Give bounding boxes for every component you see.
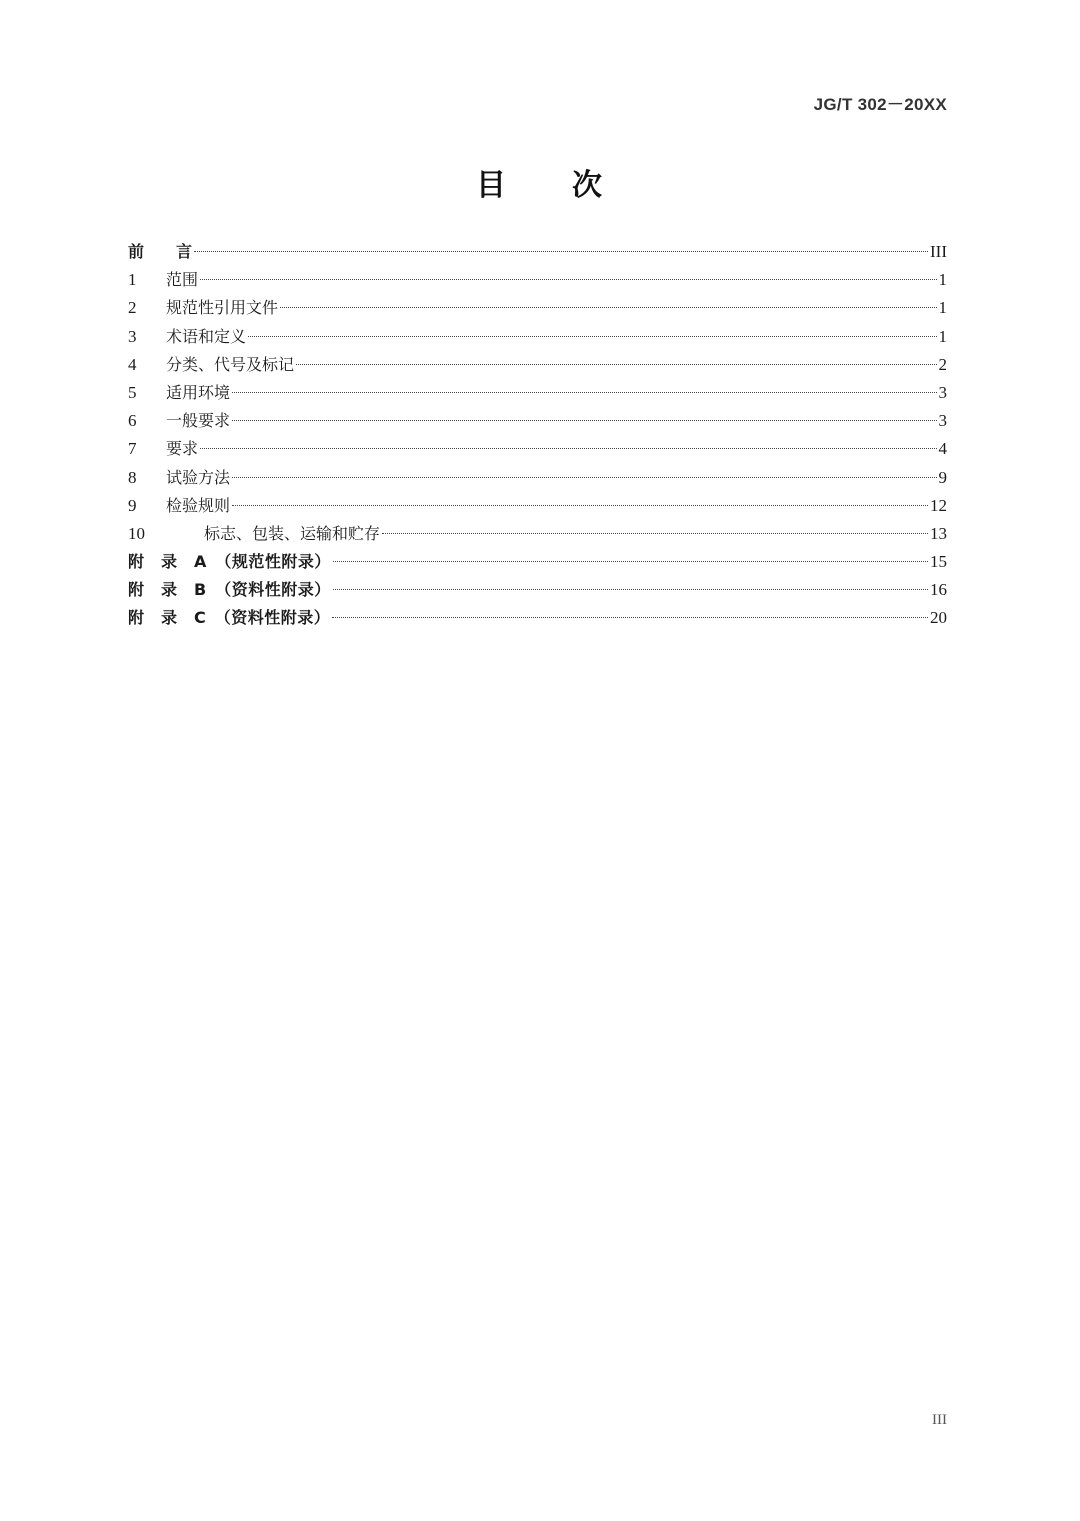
dot-leader: [200, 279, 936, 280]
toc-entry-label: 前 言: [128, 242, 193, 261]
dot-leader: [232, 505, 928, 506]
page-number: III: [932, 1412, 947, 1428]
toc-entry-appendix-b[interactable]: [128, 576, 947, 604]
toc-entry-page: 12: [930, 495, 947, 515]
dot-leader: [248, 336, 936, 337]
toc-entry-preface[interactable]: [128, 238, 947, 266]
dot-leader: [382, 533, 928, 534]
toc-entry-page: 20: [930, 608, 947, 628]
toc-entry-chapter-8[interactable]: [128, 464, 947, 492]
toc-entry-label: 一般要求: [166, 411, 231, 431]
dot-leader: [232, 420, 936, 421]
toc-entry-page: 15: [930, 552, 947, 572]
toc-entry-page: 9: [938, 467, 947, 487]
toc-entry-chapter-1[interactable]: [128, 266, 947, 294]
toc-entry-chapter-3[interactable]: [128, 323, 947, 351]
dot-leader: [296, 364, 936, 365]
table-of-contents: [128, 238, 947, 633]
dot-leader: [333, 561, 928, 562]
toc-entry-label: 规范性引用文件: [166, 298, 279, 318]
toc-entry-page: 16: [930, 580, 947, 600]
toc-entry-label: 标志、包装、运输和贮存: [204, 523, 381, 543]
dot-leader: [200, 448, 936, 449]
toc-entry-label: 附 录 C （资料性附录）: [128, 608, 331, 628]
toc-entry-number: 8: [128, 467, 137, 487]
toc-entry-chapter-9[interactable]: [128, 492, 947, 520]
toc-entry-label: 试验方法: [166, 467, 231, 487]
toc-entry-label: 附 录 B （资料性附录）: [128, 580, 331, 600]
toc-entry-label: 适用环境: [166, 382, 231, 402]
toc-entry-appendix-c[interactable]: [128, 604, 947, 632]
toc-entry-number: 10: [128, 523, 145, 543]
toc-entry-page: 3: [938, 411, 947, 431]
page-title: 目 次: [476, 168, 604, 203]
toc-entry-label: 范围: [166, 270, 199, 290]
dot-leader: [332, 617, 928, 618]
toc-entry-page: III: [930, 242, 947, 261]
toc-entry-label: 分类、代号及标记: [166, 354, 295, 374]
toc-entry-appendix-a[interactable]: [128, 548, 947, 576]
toc-entry-number: 1: [128, 270, 137, 290]
toc-entry-number: 7: [128, 439, 137, 459]
toc-entry-page: 1: [938, 270, 947, 290]
toc-entry-number: 5: [128, 382, 137, 402]
dot-leader: [333, 589, 928, 590]
dot-leader: [232, 392, 936, 393]
toc-entry-chapter-10[interactable]: [128, 520, 947, 548]
toc-entry-label: 要求: [166, 439, 199, 459]
toc-entry-number: 3: [128, 326, 137, 346]
toc-entry-number: 4: [128, 354, 137, 374]
dot-leader: [232, 477, 936, 478]
toc-entry-page: 1: [938, 326, 947, 346]
toc-entry-number: 6: [128, 411, 137, 431]
toc-entry-page: 4: [938, 439, 947, 459]
dot-leader: [280, 307, 936, 308]
toc-entry-label: 检验规则: [166, 495, 231, 515]
toc-entry-number: 9: [128, 495, 137, 515]
toc-entry-chapter-7[interactable]: [128, 435, 947, 463]
toc-entry-page: 13: [930, 523, 947, 543]
toc-entry-page: 2: [938, 354, 947, 374]
toc-entry-label: 附 录 A （规范性附录）: [128, 552, 331, 572]
document-code: JG/T 302－20XX: [813, 95, 947, 114]
dot-leader: [194, 251, 928, 252]
toc-entry-chapter-4[interactable]: [128, 351, 947, 379]
toc-entry-number: 2: [128, 298, 137, 318]
toc-entry-page: 1: [938, 298, 947, 318]
toc-entry-chapter-6[interactable]: [128, 407, 947, 435]
toc-entry-page: 3: [938, 382, 947, 402]
toc-entry-chapter-2[interactable]: [128, 294, 947, 322]
toc-entry-label: 术语和定义: [166, 326, 247, 346]
toc-entry-chapter-5[interactable]: [128, 379, 947, 407]
